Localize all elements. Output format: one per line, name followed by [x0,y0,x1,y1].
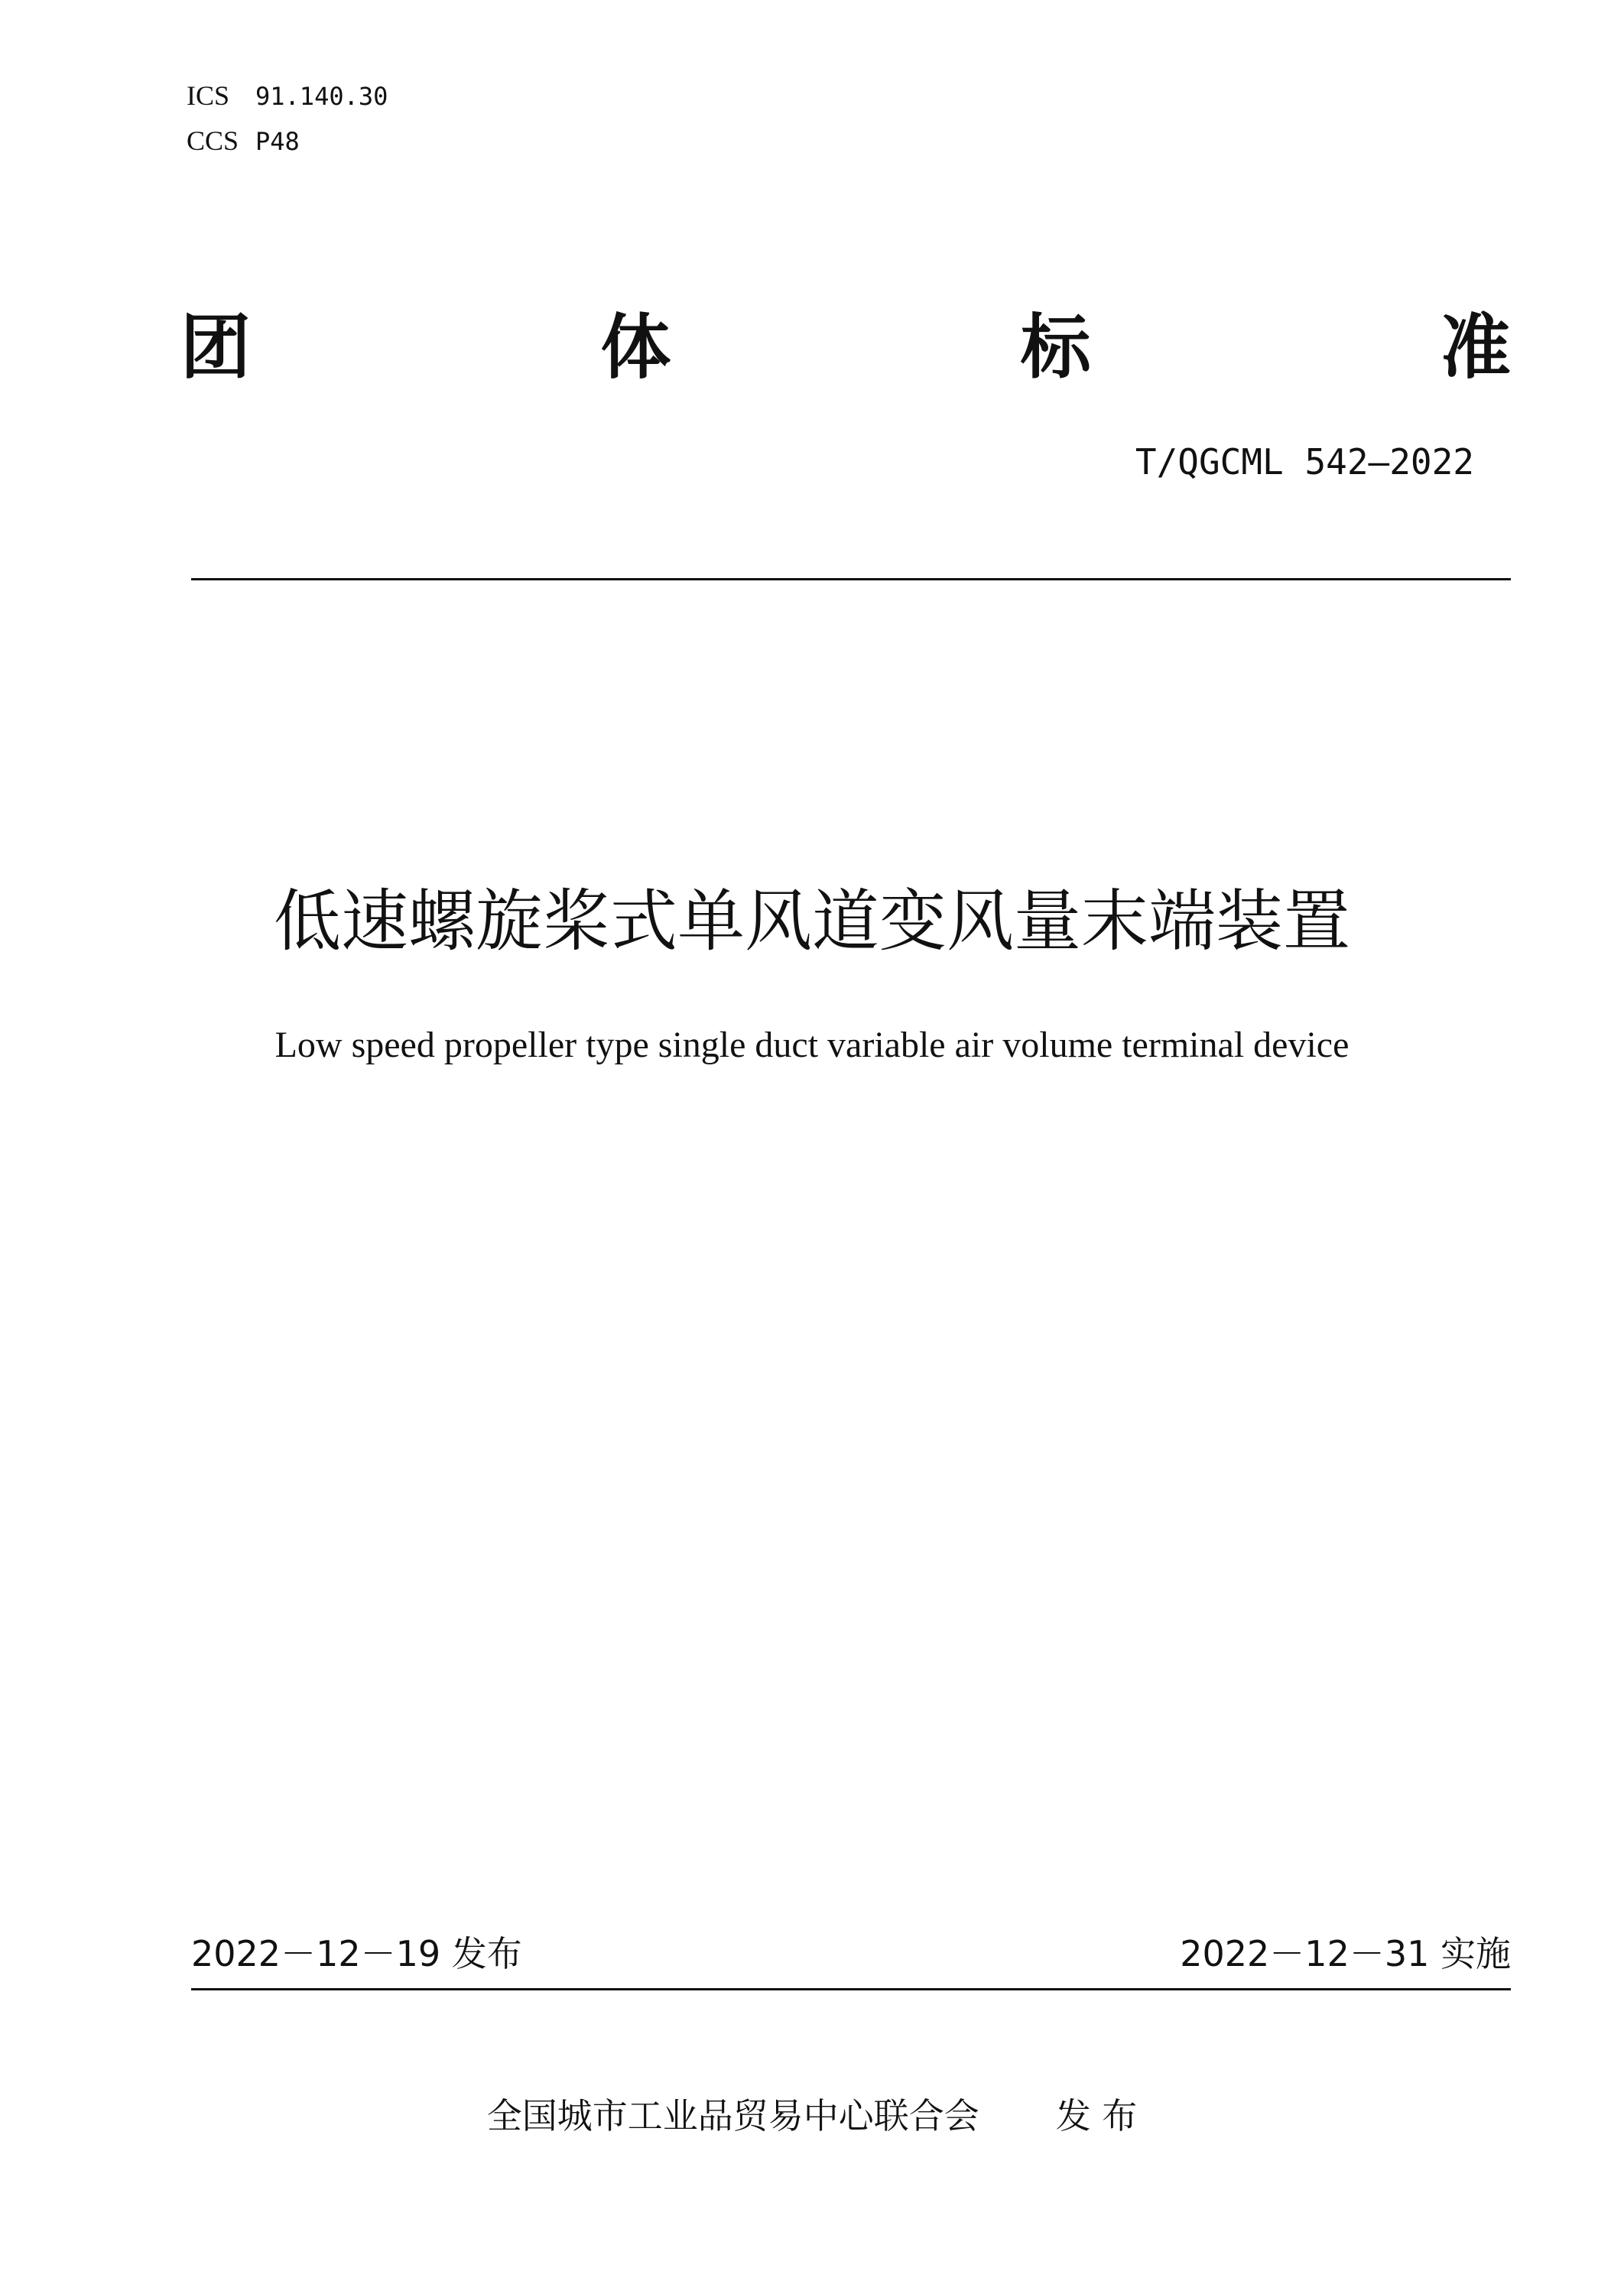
document-title-chinese: 低速螺旋桨式单风道变风量末端装置 [273,882,1350,960]
bottom-divider [191,1988,1511,1990]
ccs-value: P48 [255,127,300,156]
publisher-action: 发 布 [1055,2095,1138,2136]
ccs-row [187,119,388,164]
ics-value: 91.140.30 [255,82,388,111]
document-title-english: Low speed propeller type single duct variable air volume terminal device [274,1025,1350,1065]
standard-type-heading [180,306,1511,390]
standard-type-char: 准 [1440,307,1511,388]
standard-number: T/QGCML 542—2022 [1135,441,1474,483]
publish-date: 2022－12－19 发布 [191,1933,522,1974]
date-row [191,1927,1511,1980]
ics-row [187,73,388,119]
standard-type-char: 体 [600,307,671,388]
top-divider [191,578,1511,580]
standard-type-char: 团 [180,307,252,388]
standard-type-char: 标 [1020,307,1091,388]
ics-label: ICS [187,80,230,111]
publisher-line [0,2089,1624,2143]
publisher-name: 全国城市工业品贸易中心联合会 [486,2095,979,2136]
ccs-label: CCS [187,125,239,156]
classification-codes [187,73,388,164]
implement-date: 2022－12－31 实施 [1180,1933,1511,1974]
